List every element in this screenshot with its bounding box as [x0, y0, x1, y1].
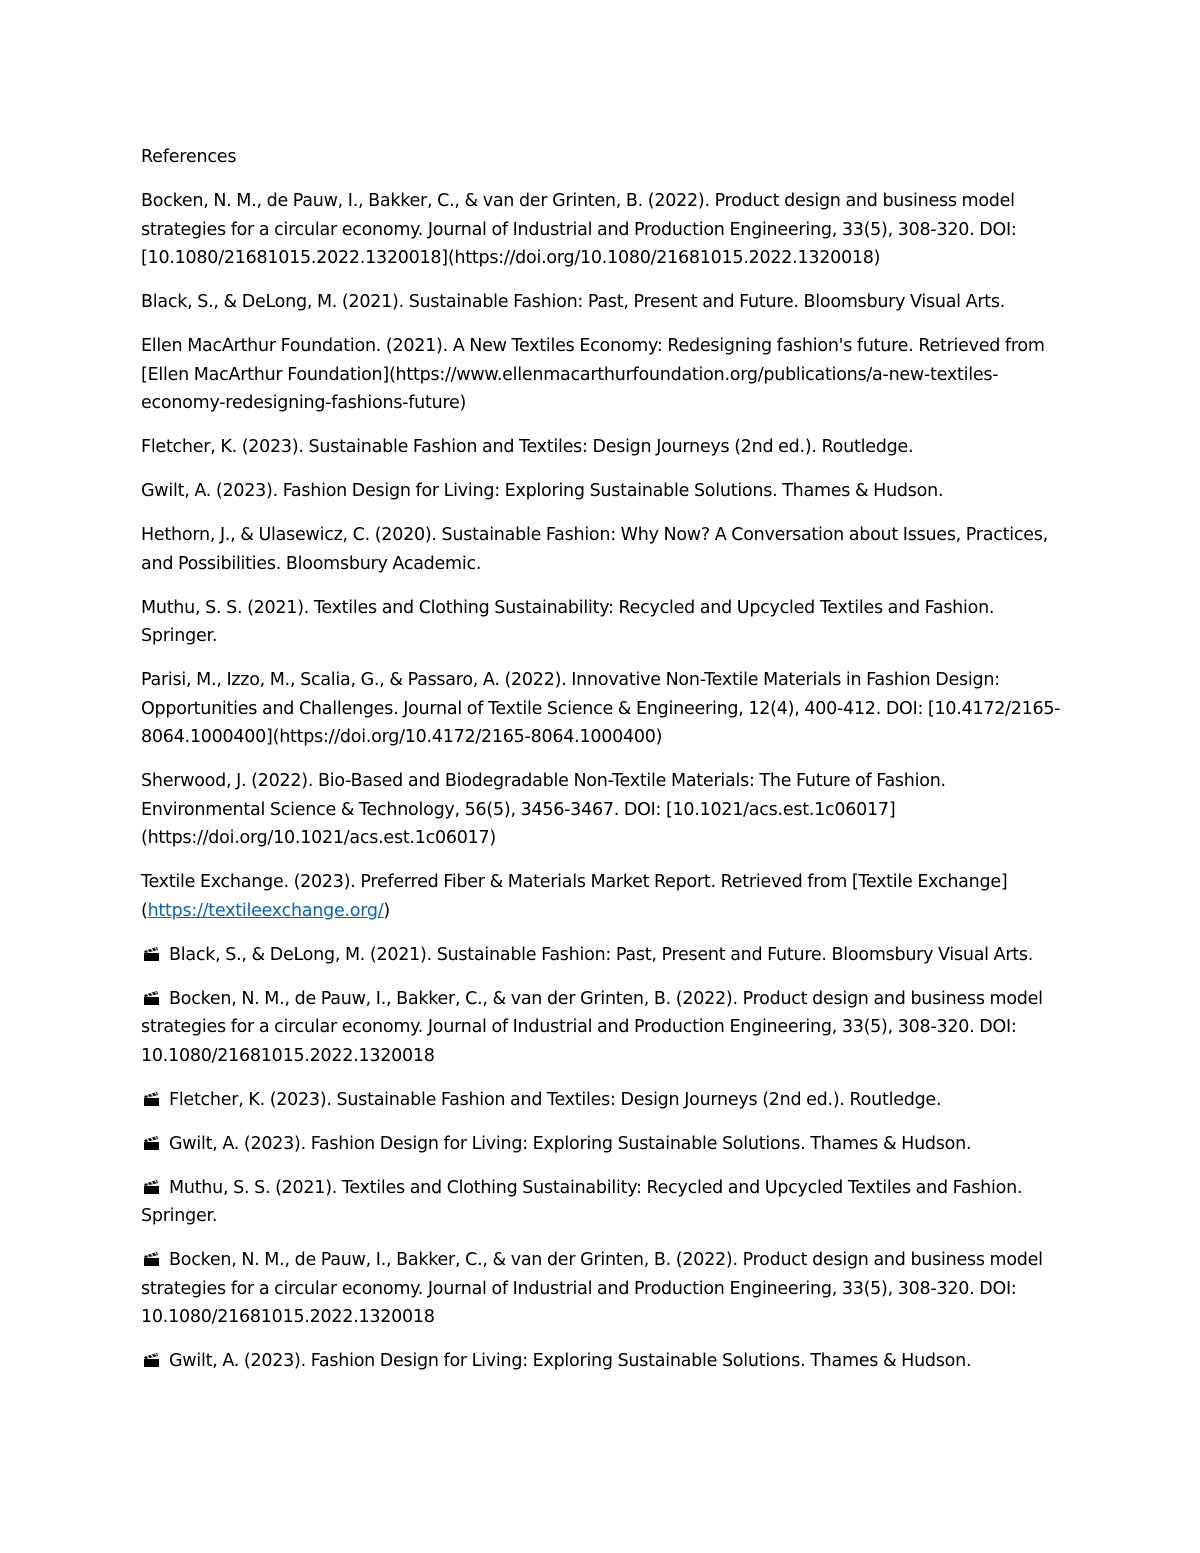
bullet-reference-entry [141, 985, 1061, 1071]
reference-entry: Hethorn, J., & Ulasewicz, C. (2020). Sustainable Fashion: Why Now? A Conversation about Issues, Practices, and Possibilities. Bloomsbury Academic. [141, 525, 1048, 574]
document-page [141, 143, 1061, 1391]
reference-entry: Bocken, N. M., de Pauw, I., Bakker, C., & van der Grinten, B. (2022). Product design and business model strategies for a circular economy. Journal of Industrial and Production Engineering, 33(5), 308-320. DOI: [10.1080/21681015.2022.1320018](https://doi.org/10.1080/21681015.2022.1320018) [141, 191, 1017, 268]
reference-text: Textile Exchange. (2023). Preferred Fiber & Materials Market Report. Retrieved from [Textile Exchange] ( [141, 872, 1008, 921]
reference-entry: Muthu, S. S. (2021). Textiles and Clothing Sustainability: Recycled and Upcycled Textiles and Fashion. Springer. [141, 597, 995, 646]
textile-exchange-link[interactable]: https://textileexchange.org/ [147, 900, 384, 921]
reference-entry: Sherwood, J. (2022). Bio-Based and Biodegradable Non-Textile Materials: The Future of Fashion. Environmental Science & Technology, 56(5), 3456-3467. DOI: [10.1021/acs.est.1c06017](https://doi.org/10.1021/acs.est.1c06017) [141, 771, 946, 848]
reference-entry: Black, S., & DeLong, M. (2021). Sustainable Fashion: Past, Present and Future. Bloomsbury Visual Arts. [141, 292, 1006, 312]
reference-text: Fletcher, K. (2023). Sustainable Fashion and Textiles: Design Journeys (2nd ed.). Routledge. [169, 1089, 942, 1110]
bullet-reference-entry [141, 1174, 1061, 1231]
bullet-reference-entry [141, 1246, 1061, 1332]
reference-text: Bocken, N. M., de Pauw, I., Bakker, C., & van der Grinten, B. (2022). Product design and business model strategies for a circular economy. Journal of Industrial and Production Engineering, 33(5), 308-320. DOI: 10.1080/21681015.2022.1320018 [141, 988, 1043, 1066]
reference-text: Bocken, N. M., de Pauw, I., Bakker, C., & van der Grinten, B. (2022). Product design and business model strategies for a circular economy. Journal of Industrial and Production Engineering, 33(5), 308-320. DOI: 10.1080/21681015.2022.1320018 [141, 1250, 1043, 1327]
bullet-reference-entry [141, 1347, 1061, 1376]
bullet-reference-entry [141, 1130, 1061, 1159]
bullet-reference-entry [141, 941, 1061, 970]
reference-entry: Gwilt, A. (2023). Fashion Design for Living: Exploring Sustainable Solutions. Thames & Hudson. [141, 481, 944, 501]
reference-entry: Parisi, M., Izzo, M., Scalia, G., & Passaro, A. (2022). Innovative Non-Textile Materials in Fashion Design: Opportunities and Challenges. Journal of Textile Science & Engineering, 12(4), 400-412. DOI: [10.4172/2165-8064.1000400](https://doi.org/10.4172/2165-8064.1000400) [141, 670, 1061, 747]
reference-text: Gwilt, A. (2023). Fashion Design for Living: Exploring Sustainable Solutions. Thames & Hudson. [169, 1133, 972, 1154]
reference-text: Muthu, S. S. (2021). Textiles and Clothing Sustainability: Recycled and Upcycled Textiles and Fashion. Springer. [141, 1177, 1023, 1226]
reference-text: ) [383, 900, 390, 921]
reference-entry: Ellen MacArthur Foundation. (2021). A New Textiles Economy: Redesigning fashion's future. Retrieved from [Ellen MacArthur Foundation](https://www.ellenmacarthurfoundation.org/publications/a-new-textiles-economy-redesigning-fashions-future) [141, 336, 1045, 413]
reference-text: Gwilt, A. (2023). Fashion Design for Living: Exploring Sustainable Solutions. Thames & Hudson. [169, 1351, 972, 1371]
reference-text: Black, S., & DeLong, M. (2021). Sustainable Fashion: Past, Present and Future. Bloomsbury Visual Arts. [169, 944, 1034, 965]
reference-entry: Fletcher, K. (2023). Sustainable Fashion and Textiles: Design Journeys (2nd ed.). Routledge. [141, 437, 914, 457]
references-heading: References [141, 147, 237, 167]
reference-entry-textile-exchange [141, 868, 1061, 925]
bullet-reference-entry [141, 1086, 1061, 1115]
